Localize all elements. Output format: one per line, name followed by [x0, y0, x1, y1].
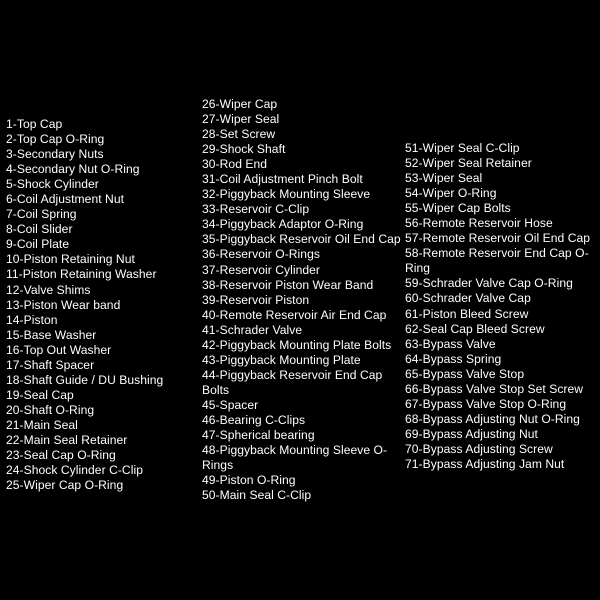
- list-item: 54-Wiper O-Ring: [405, 186, 497, 201]
- list-item: 40-Remote Reservoir Air End Cap: [202, 307, 387, 322]
- list-item: 34-Piggyback Adaptor O-Ring: [202, 217, 364, 232]
- list-item: 19-Seal Cap: [6, 387, 74, 402]
- list-item: 62-Seal Cap Bleed Screw: [405, 321, 545, 336]
- list-item: 33-Reservoir C-Clip: [202, 202, 310, 217]
- list-item: 63-Bypass Valve: [405, 336, 496, 351]
- list-item: 65-Bypass Valve Stop: [405, 366, 525, 381]
- list-item: 50-Main Seal C-Clip: [202, 488, 312, 503]
- list-item: 1-Top Cap: [6, 117, 63, 131]
- list-item: 28-Set Screw: [202, 127, 276, 142]
- parts-list-one: [6, 117, 200, 493]
- list-item: 32-Piggyback Mounting Sleeve: [202, 187, 371, 202]
- parts-column-one: [0, 0, 200, 493]
- list-item: 12-Valve Shims: [6, 282, 91, 297]
- list-item: 51-Wiper Seal C-Clip: [405, 141, 520, 155]
- list-item: 18-Shaft Guide / DU Bushing: [6, 372, 164, 387]
- list-item: 6-Coil Adjustment Nut: [6, 192, 125, 207]
- list-item: 56-Remote Reservoir Hose: [405, 216, 553, 231]
- list-item: 27-Wiper Seal: [202, 112, 280, 127]
- list-item: 8-Coil Slider: [6, 222, 73, 237]
- list-item: 13-Piston Wear band: [6, 297, 121, 312]
- list-item: 68-Bypass Adjusting Nut O-Ring: [405, 411, 580, 426]
- list-item: 43-Piggyback Mounting Plate: [202, 352, 361, 367]
- list-item: 38-Reservoir Piston Wear Band: [202, 277, 374, 292]
- list-item: 30-Rod End: [202, 157, 268, 172]
- list-item: 22-Main Seal Retainer: [6, 432, 128, 447]
- list-item: 58-Remote Reservoir End Cap O-Ring: [405, 246, 589, 276]
- list-item: 48-Piggyback Mounting Sleeve O-Rings: [202, 443, 388, 473]
- list-item: 37-Reservoir Cylinder: [202, 262, 320, 277]
- list-item: 39-Reservoir Piston: [202, 292, 310, 307]
- list-item: 2-Top Cap O-Ring: [6, 132, 105, 147]
- list-item: 16-Top Out Washer: [6, 342, 112, 357]
- list-item: 61-Piston Bleed Screw: [405, 306, 529, 321]
- list-item: 23-Seal Cap O-Ring: [6, 448, 116, 463]
- list-item: 41-Schrader Valve: [202, 322, 303, 337]
- list-item: 45-Spacer: [202, 397, 259, 412]
- list-item: 3-Secondary Nuts: [6, 147, 104, 162]
- list-item: 7-Coil Spring: [6, 207, 77, 222]
- list-item: 24-Shock Cylinder C-Clip: [6, 463, 143, 478]
- list-item: 26-Wiper Cap: [202, 97, 278, 111]
- list-item: 11-Piston Retaining Washer: [6, 267, 157, 282]
- list-item: 57-Remote Reservoir Oil End Cap: [405, 231, 591, 246]
- list-item: 46-Bearing C-Clips: [202, 412, 306, 427]
- list-item: 47-Spherical bearing: [202, 428, 315, 443]
- list-item: 4-Secondary Nut O-Ring: [6, 162, 140, 177]
- list-item: 36-Reservoir O-Rings: [202, 247, 320, 262]
- list-item: 5-Shock Cylinder: [6, 177, 99, 192]
- list-item: 44-Piggyback Reservoir End Cap Bolts: [202, 367, 383, 397]
- parts-column-three: [403, 0, 600, 472]
- list-item: 52-Wiper Seal Retainer: [405, 156, 532, 171]
- list-item: 49-Piston O-Ring: [202, 473, 296, 488]
- list-item: 53-Wiper Seal: [405, 171, 483, 186]
- list-item: 17-Shaft Spacer: [6, 357, 95, 372]
- list-item: 9-Coil Plate: [6, 237, 70, 252]
- list-item: 14-Piston: [6, 312, 58, 327]
- list-item: 20-Shaft O-Ring: [6, 402, 95, 417]
- list-item: 71-Bypass Adjusting Jam Nut: [405, 456, 565, 471]
- list-item: 55-Wiper Cap Bolts: [405, 201, 511, 216]
- list-item: 21-Main Seal: [6, 417, 78, 432]
- list-item: 42-Piggyback Mounting Plate Bolts: [202, 337, 392, 352]
- list-item: 59-Schrader Valve Cap O-Ring: [405, 276, 573, 291]
- list-item: 64-Bypass Spring: [405, 351, 502, 366]
- list-item: 31-Coil Adjustment Pinch Bolt: [202, 172, 363, 187]
- list-item: 66-Bypass Valve Stop Set Screw: [405, 381, 584, 396]
- list-item: 29-Shock Shaft: [202, 142, 286, 157]
- list-item: 25-Wiper Cap O-Ring: [6, 478, 124, 493]
- list-item: 35-Piggyback Reservoir Oil End Cap: [202, 232, 401, 247]
- parts-column-two: [200, 0, 403, 503]
- parts-list-two: [202, 97, 403, 503]
- list-item: 67-Bypass Valve Stop O-Ring: [405, 396, 567, 411]
- list-item: 10-Piston Retaining Nut: [6, 252, 135, 267]
- list-item: 15-Base Washer: [6, 327, 97, 342]
- list-item: 70-Bypass Adjusting Screw: [405, 441, 553, 456]
- list-item: 69-Bypass Adjusting Nut: [405, 426, 538, 441]
- parts-list-three: [405, 141, 600, 472]
- list-item: 60-Schrader Valve Cap: [405, 291, 531, 306]
